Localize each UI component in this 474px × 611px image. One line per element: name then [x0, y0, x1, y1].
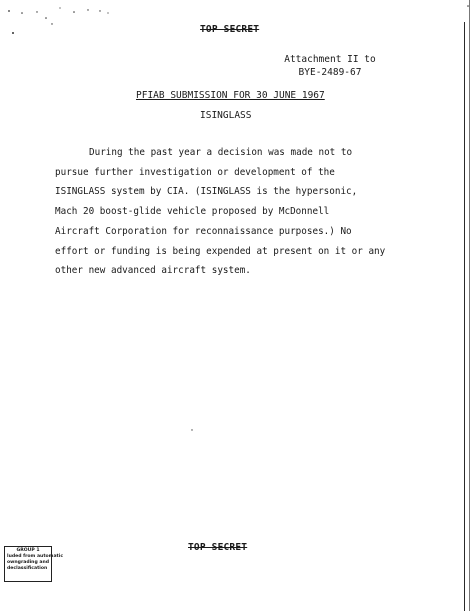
classification-marking-top: TOP SECRET: [200, 24, 260, 35]
body-line: Mach 20 boost-glide vehicle proposed by McDonnell: [55, 206, 330, 218]
body-line: During the past year a decision was made not to: [89, 147, 353, 158]
group-box-line: owngrading and: [7, 560, 50, 565]
declassification-group-box: [4, 546, 64, 582]
group-box-heading: GROUP 1: [16, 548, 40, 553]
body-line: ISINGLASS system by CIA. (ISINGLASS is the hypersonic,: [55, 186, 358, 198]
body-line: effort or funding is being expended at present on it or any: [55, 245, 386, 257]
attachment-reference: [280, 53, 380, 79]
group-box-line: luded from automatic: [7, 554, 64, 559]
body-line: pursue further investigation or development of the: [55, 166, 335, 178]
submission-title: PFIAB SUBMISSION FOR 30 JUNE 1967: [136, 90, 325, 101]
body-paragraph: [55, 143, 385, 281]
group-box-line: declassification: [7, 566, 48, 571]
body-line: Aircraft Corporation for reconnaissance purposes.) No: [55, 225, 352, 237]
scan-edge-line-outer: [469, 0, 470, 611]
attachment-line: Attachment II to: [284, 54, 376, 65]
program-name: ISINGLASS: [200, 110, 252, 121]
document-number: BYE-2489-67: [298, 67, 362, 78]
scan-edge-line: [464, 22, 465, 611]
classification-marking-bottom: TOP SECRET: [188, 542, 248, 553]
body-line: other new advanced aircraft system.: [55, 265, 251, 277]
